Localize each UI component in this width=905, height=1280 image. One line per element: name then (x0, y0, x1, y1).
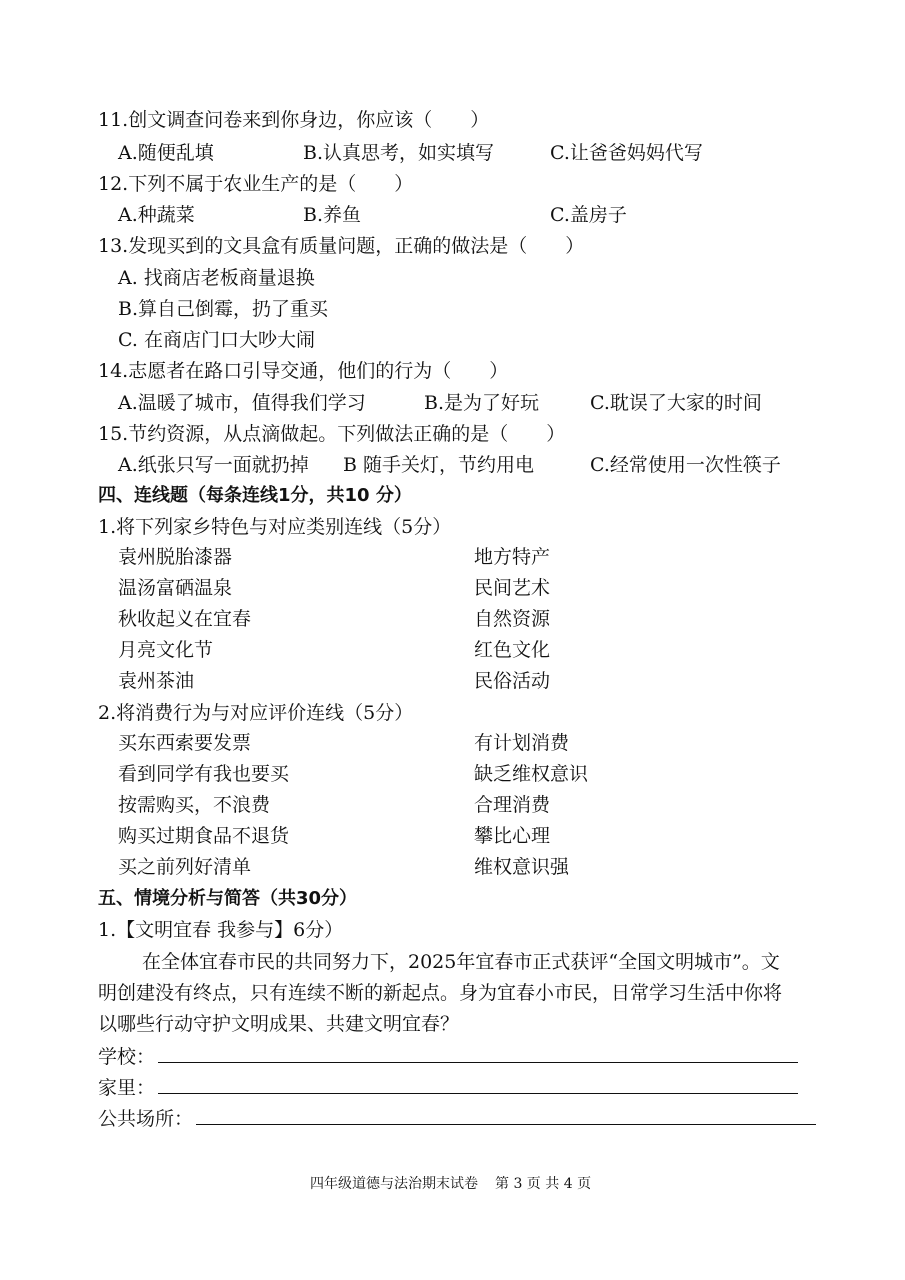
match2-right-item: 攀比心理 (474, 825, 551, 847)
match2-left-item: 看到同学有我也要买 (118, 763, 290, 785)
q13-option-b: B.算自己倒霉，扔了重买 (118, 298, 329, 320)
school-answer-line[interactable] (158, 1062, 798, 1063)
public-place-answer-line[interactable] (196, 1124, 816, 1125)
q14-option-c: C.耽误了大家的时间 (590, 392, 762, 414)
match2-right-item: 合理消费 (474, 794, 551, 816)
q11-stem: 11.创文调查问卷来到你身边，你应该（ ） (98, 109, 490, 131)
q11-option-b: B.认真思考，如实填写 (303, 142, 495, 164)
q13-option-c: C. 在商店门口大吵大闹 (118, 329, 315, 351)
match1-right-item: 民间艺术 (474, 577, 551, 599)
match2-left-item: 按需购买，不浪费 (118, 794, 271, 816)
q12-option-a: A.种蔬菜 (118, 204, 195, 226)
q15-stem: 15.节约资源，从点滴做起。下列做法正确的是（ ） (98, 423, 566, 445)
school-field-label: 学校： (98, 1046, 156, 1068)
match1-left-item: 温汤富硒温泉 (118, 577, 233, 599)
q13-stem: 13.发现买到的文具盒有质量问题，正确的做法是（ ） (98, 235, 585, 257)
q14-option-a: A.温暖了城市，值得我们学习 (118, 392, 366, 414)
q12-option-b: B.养鱼 (303, 204, 362, 226)
footer-exam-title: 四年级道德与法治期末试卷 (310, 1176, 478, 1192)
match1-right-item: 地方特产 (474, 546, 551, 568)
match1-left-item: 袁州脱胎漆器 (118, 546, 233, 568)
q14-option-b: B.是为了好玩 (424, 392, 540, 414)
q14-stem: 14.志愿者在路口引导交通，他们的行为（ ） (98, 360, 509, 382)
q12-option-c: C.盖房子 (550, 204, 627, 226)
match2-right-item: 缺乏维权意识 (474, 763, 589, 785)
home-answer-line[interactable] (158, 1093, 798, 1094)
section4-part2-prompt: 2.将消费行为与对应评价连线（5分） (98, 702, 414, 724)
match2-left-item: 购买过期食品不退货 (118, 825, 290, 847)
q15-option-a: A.纸张只写一面就扔掉 (118, 454, 309, 476)
match1-left-item: 袁州茶油 (118, 670, 195, 692)
q13-option-a: A. 找商店老板商量退换 (118, 267, 315, 289)
match2-right-item: 维权意识强 (474, 856, 570, 878)
section5-q1-paragraph-line: 明创建没有终点，只有连续不断的新起点。身为宜春小市民，日常学习生活中你将 (98, 982, 783, 1004)
section5-title: 五、情境分析与简答（共30分） (98, 888, 358, 909)
section5-q1-title: 1.【文明宜春 我参与】6分） (98, 919, 344, 941)
match1-left-item: 秋收起义在宜春 (118, 608, 252, 630)
match2-left-item: 买之前列好清单 (118, 856, 252, 878)
footer-page-number: 第 3 页 共 4 页 (495, 1176, 592, 1192)
q15-option-c: C.经常使用一次性筷子 (590, 454, 781, 476)
match1-left-item: 月亮文化节 (118, 639, 214, 661)
section4-part1-prompt: 1.将下列家乡特色与对应类别连线（5分） (98, 516, 452, 538)
q12-stem: 12.下列不属于农业生产的是（ ） (98, 173, 414, 195)
q11-option-a: A.随便乱填 (118, 142, 214, 164)
match2-left-item: 买东西索要发票 (118, 732, 252, 754)
match1-right-item: 自然资源 (474, 608, 551, 630)
public-place-field-label: 公共场所： (98, 1108, 194, 1130)
home-field-label: 家里： (98, 1077, 156, 1099)
match2-right-item: 有计划消费 (474, 732, 570, 754)
section5-q1-paragraph-line: 在全体宜春市民的共同努力下，2025年宜春市正式获评“全国文明城市”。文 (142, 951, 780, 973)
q11-option-c: C.让爸爸妈妈代写 (550, 142, 703, 164)
match1-right-item: 民俗活动 (474, 670, 551, 692)
q15-option-b: B 随手关灯，节约用电 (343, 454, 535, 476)
section4-title: 四、连线题（每条连线1分，共10 分） (98, 485, 412, 506)
section5-q1-paragraph-line: 以哪些行动守护文明成果、共建文明宜春？ (98, 1013, 460, 1035)
match1-right-item: 红色文化 (474, 639, 551, 661)
